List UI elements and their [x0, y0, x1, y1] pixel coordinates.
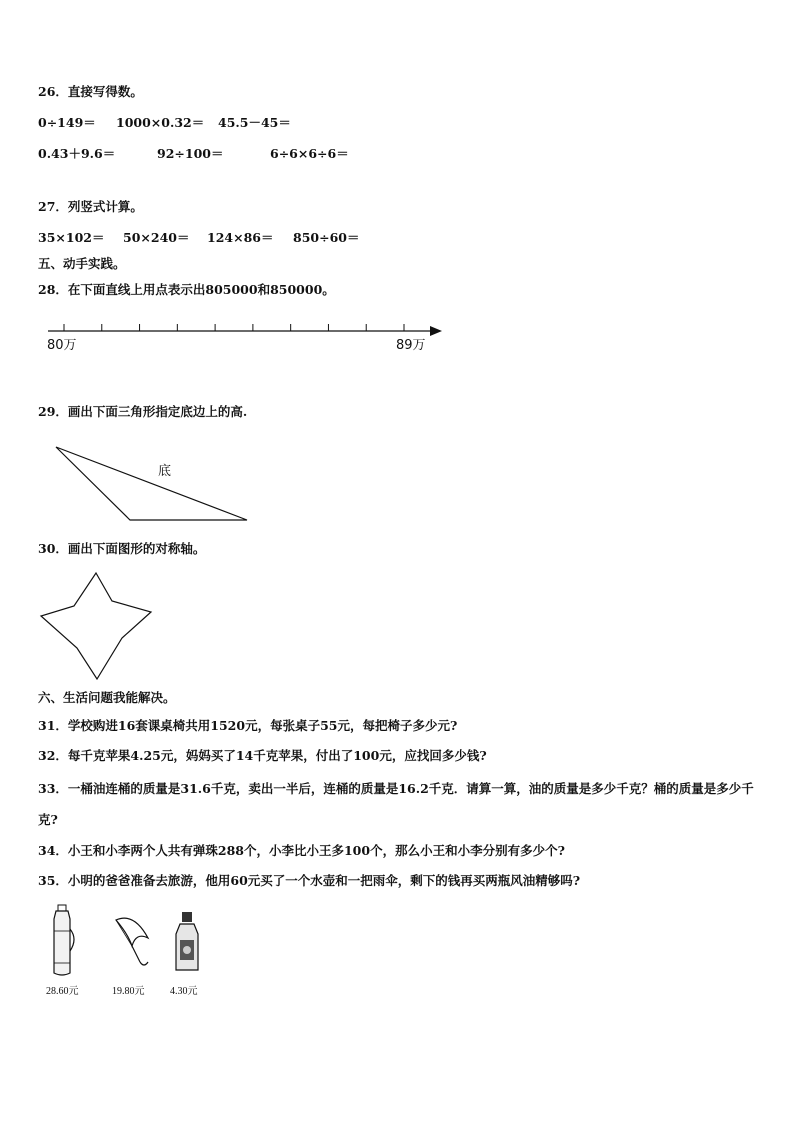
q29-title: 29．画出下面三角形指定底边上的高. — [38, 404, 248, 419]
section-6-heading: 六、生活问题我能解决。 — [38, 690, 176, 705]
q28-title: 28．在下面直线上用点表示出805000和850000。 — [38, 282, 335, 297]
q26-expr-6: 6÷6×6÷6＝ — [270, 146, 349, 161]
six-point-star-shape — [41, 573, 151, 679]
q26-title: 26．直接写得数。 — [38, 84, 143, 99]
q26-expr-1: 0÷149＝ — [38, 115, 96, 130]
water-bottle-icon — [46, 905, 78, 977]
oil-bottle-price: 4.30元 — [170, 986, 198, 997]
q34-text: 34．小王和小李两个人共有弹珠288个，小李比小王多100个，那么小王和小李分别有多少个? — [38, 843, 565, 858]
q30-title: 30．画出下面图形的对称轴。 — [38, 541, 206, 556]
q27-expr-2: 50×240＝ — [123, 230, 190, 245]
q26-expr-3: 45.5－45＝ — [218, 115, 291, 130]
q26-expr-2: 1000×0.32＝ — [116, 115, 205, 130]
q33-text: 33．一桶油连桶的质量是31.6千克，卖出一半后，连桶的质量是16.2千克．请算一算，油的质量是多少千克？桶的质量是多少千克? — [38, 781, 754, 827]
section-5-heading: 五、动手实践。 — [38, 256, 126, 271]
number-line-right-label: 89万 — [396, 338, 426, 353]
umbrella-icon — [110, 912, 154, 972]
number-line-left-label: 80万 — [47, 338, 77, 353]
q26-expr-5: 92÷100＝ — [157, 146, 224, 161]
oil-bottle-icon — [172, 912, 202, 974]
umbrella-price: 19.80元 — [112, 986, 145, 997]
q32-text: 32．每千克苹果4.25元，妈妈买了14千克苹果，付出了100元，应找回多少钱? — [38, 748, 487, 763]
q27-expr-1: 35×102＝ — [38, 230, 105, 245]
water-bottle-price: 28.60元 — [46, 986, 79, 997]
triangle-base-label: 底 — [158, 464, 172, 479]
q27-expr-3: 124×86＝ — [207, 230, 274, 245]
q35-text: 35．小明的爸爸准备去旅游，他用60元买了一个水壶和一把雨伞，剩下的钱再买两瓶风油精够吗? — [38, 873, 581, 888]
q31-text: 31．学校购进16套课桌椅共用1520元，每张桌子55元，每把椅子多少元? — [38, 718, 458, 733]
q27-title: 27．列竖式计算。 — [38, 199, 143, 214]
q27-expr-4: 850÷60＝ — [293, 230, 360, 245]
q26-expr-4: 0.43＋9.6＝ — [38, 146, 116, 161]
